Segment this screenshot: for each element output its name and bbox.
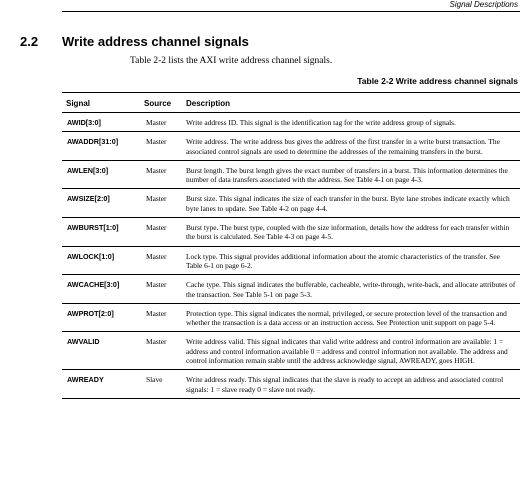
table-row: [62, 332, 520, 370]
signal-name: AWVALID: [62, 332, 140, 370]
signal-name: AWSIZE[2:0]: [62, 189, 140, 218]
signal-name: AWADDR[31:0]: [62, 132, 140, 161]
signal-description: Cache type. This signal indicates the bufferable, cacheable, write-through, write-back, and allocate attributes of the transaction. See Table 5-1 on page 5-3.: [182, 275, 520, 304]
table-row: [62, 218, 520, 247]
table-row: [62, 132, 520, 161]
table-row: [62, 160, 520, 189]
signal-source: Master: [140, 132, 182, 161]
signal-source: Master: [140, 275, 182, 304]
signal-name: AWPROT[2:0]: [62, 303, 140, 332]
signal-description: Write address valid. This signal indicates that valid write address and control information are available: 1 = address and control information available 0 = address and control information not available. The address and control information remain stable until the address acknowledge signal, AWREADY, goes HIGH.: [182, 332, 520, 370]
table-row: [62, 303, 520, 332]
signal-name: AWREADY: [62, 370, 140, 399]
signal-description: Write address. The write address bus gives the address of the first transfer in a write burst transaction. The associated control signals are used to determine the addresses of the remaining transfers in the burst.: [182, 132, 520, 161]
signal-source: Master: [140, 113, 182, 132]
signal-source: Slave: [140, 370, 182, 399]
signal-description: Protection type. This signal indicates the normal, privileged, or secure protection level of the transaction and whether the transaction is a data access or an instruction access. See Protection unit support on page 5-4.: [182, 303, 520, 332]
running-header: Signal Descriptions: [449, 0, 518, 9]
signal-description: Write address ready. This signal indicates that the slave is ready to accept an address and associated control signals: 1 = slave ready 0 = slave not ready.: [182, 370, 520, 399]
signal-source: Master: [140, 218, 182, 247]
signal-source: Master: [140, 303, 182, 332]
section-title: Write address channel signals: [62, 34, 249, 49]
table-caption: Table 2-2 Write address channel signals: [357, 76, 518, 86]
table-row: [62, 275, 520, 304]
signal-name: AWCACHE[3:0]: [62, 275, 140, 304]
signal-source: Master: [140, 246, 182, 275]
signal-table: [62, 92, 520, 399]
header-rule: [62, 11, 520, 12]
table-row: [62, 370, 520, 399]
signal-name: AWLEN[3:0]: [62, 160, 140, 189]
signal-source: Master: [140, 189, 182, 218]
table-row: [62, 246, 520, 275]
column-header-description: Description: [182, 93, 520, 113]
column-header-source: Source: [140, 93, 182, 113]
signal-description: Burst type. The burst type, coupled with the size information, details how the address for each transfer within the burst is calculated. See Table 4-3 on page 4-5.: [182, 218, 520, 247]
intro-paragraph: Table 2-2 lists the AXI write address channel signals.: [130, 56, 333, 66]
signal-name: AWBURST[1:0]: [62, 218, 140, 247]
signal-name: AWID[3:0]: [62, 113, 140, 132]
signal-name: AWLOCK[1:0]: [62, 246, 140, 275]
signal-source: Master: [140, 332, 182, 370]
signal-description: Write address ID. This signal is the identification tag for the write address group of signals.: [182, 113, 520, 132]
signal-description: Lock type. This signal provides additional information about the atomic characteristics of the transfer. See Table 6-1 on page 6-2.: [182, 246, 520, 275]
section-number: 2.2: [20, 34, 39, 49]
signal-description: Burst size. This signal indicates the size of each transfer in the burst. Byte lane strobes indicate exactly which byte lanes to update. See Table 4-2 on page 4-4.: [182, 189, 520, 218]
table-row: [62, 189, 520, 218]
column-header-signal: Signal: [62, 93, 140, 113]
table-row: [62, 113, 520, 132]
signal-description: Burst length. The burst length gives the exact number of transfers in a burst. This information determines the number of data transfers associated with the address. See Table 4-1 on page 4-3.: [182, 160, 520, 189]
signal-source: Master: [140, 160, 182, 189]
table-header-row: [62, 93, 520, 113]
